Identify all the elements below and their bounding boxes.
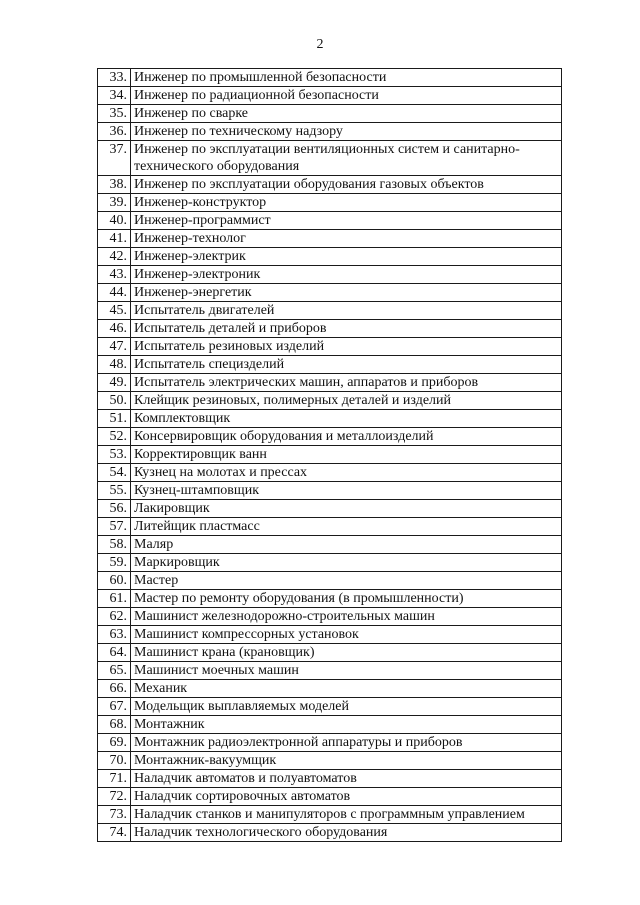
profession-name: Кузнец-штамповщик (131, 482, 562, 500)
profession-name: Испытатель деталей и приборов (131, 320, 562, 338)
row-number: 71. (98, 770, 131, 788)
profession-name: Инженер по эксплуатации вентиляционных систем и санитарно-технического оборудования (131, 141, 562, 176)
table-row (98, 554, 562, 572)
professions-table (97, 68, 562, 842)
profession-name: Машинист железнодорожно-строительных машин (131, 608, 562, 626)
table-row (98, 770, 562, 788)
row-number: 40. (98, 212, 131, 230)
table-row (98, 644, 562, 662)
profession-name: Клейщик резиновых, полимерных деталей и изделий (131, 392, 562, 410)
profession-name: Испытатель резиновых изделий (131, 338, 562, 356)
row-number: 63. (98, 626, 131, 644)
page-number: 2 (316, 37, 324, 52)
profession-name: Монтажник (131, 716, 562, 734)
profession-name: Маляр (131, 536, 562, 554)
row-number: 35. (98, 105, 131, 123)
profession-name: Инженер по сварке (131, 105, 562, 123)
table-row (98, 212, 562, 230)
profession-name: Литейщик пластмасс (131, 518, 562, 536)
row-number: 60. (98, 572, 131, 590)
row-number: 45. (98, 302, 131, 320)
profession-name: Корректировщик ванн (131, 446, 562, 464)
profession-name: Инженер-энергетик (131, 284, 562, 302)
row-number: 62. (98, 608, 131, 626)
profession-name: Машинист моечных машин (131, 662, 562, 680)
profession-name: Наладчик сортировочных автоматов (131, 788, 562, 806)
row-number: 54. (98, 464, 131, 482)
table-row (98, 410, 562, 428)
profession-name: Лакировщик (131, 500, 562, 518)
table-row (98, 824, 562, 842)
row-number: 38. (98, 176, 131, 194)
table-row (98, 392, 562, 410)
table-row (98, 806, 562, 824)
profession-name: Модельщик выплавляемых моделей (131, 698, 562, 716)
profession-name: Испытатель двигателей (131, 302, 562, 320)
profession-name: Инженер-электроник (131, 266, 562, 284)
table-row (98, 500, 562, 518)
row-number: 58. (98, 536, 131, 554)
profession-name: Инженер-электрик (131, 248, 562, 266)
profession-name: Инженер-технолог (131, 230, 562, 248)
table-row (98, 698, 562, 716)
table-row (98, 608, 562, 626)
row-number: 33. (98, 69, 131, 87)
row-number: 70. (98, 752, 131, 770)
row-number: 64. (98, 644, 131, 662)
profession-name: Машинист компрессорных установок (131, 626, 562, 644)
profession-name: Монтажник радиоэлектронной аппаратуры и приборов (131, 734, 562, 752)
row-number: 55. (98, 482, 131, 500)
table-row (98, 626, 562, 644)
row-number: 44. (98, 284, 131, 302)
table-row (98, 788, 562, 806)
row-number: 39. (98, 194, 131, 212)
row-number: 46. (98, 320, 131, 338)
table-row (98, 338, 562, 356)
profession-name: Консервировщик оборудования и металлоизделий (131, 428, 562, 446)
table-row (98, 87, 562, 105)
profession-name: Инженер по эксплуатации оборудования газовых объектов (131, 176, 562, 194)
row-number: 37. (98, 141, 131, 176)
profession-name: Инженер по техническому надзору (131, 123, 562, 141)
table-row (98, 734, 562, 752)
profession-name: Инженер по промышленной безопасности (131, 69, 562, 87)
profession-name: Мастер по ремонту оборудования (в промышленности) (131, 590, 562, 608)
table-body (98, 69, 562, 842)
table-row (98, 446, 562, 464)
row-number: 74. (98, 824, 131, 842)
table-row (98, 194, 562, 212)
profession-name: Инженер-программист (131, 212, 562, 230)
profession-name: Маркировщик (131, 554, 562, 572)
profession-name: Испытатель специзделий (131, 356, 562, 374)
row-number: 49. (98, 374, 131, 392)
table-row (98, 464, 562, 482)
row-number: 56. (98, 500, 131, 518)
row-number: 69. (98, 734, 131, 752)
table-row (98, 518, 562, 536)
table-row (98, 536, 562, 554)
row-number: 50. (98, 392, 131, 410)
row-number: 48. (98, 356, 131, 374)
table-row (98, 428, 562, 446)
table-row (98, 69, 562, 87)
table-row (98, 680, 562, 698)
table-row (98, 482, 562, 500)
profession-name: Механик (131, 680, 562, 698)
profession-name: Испытатель электрических машин, аппаратов и приборов (131, 374, 562, 392)
row-number: 51. (98, 410, 131, 428)
row-number: 36. (98, 123, 131, 141)
table-row (98, 105, 562, 123)
table-row (98, 320, 562, 338)
row-number: 59. (98, 554, 131, 572)
row-number: 47. (98, 338, 131, 356)
row-number: 53. (98, 446, 131, 464)
row-number: 61. (98, 590, 131, 608)
profession-name: Наладчик станков и манипуляторов с программным управлением (131, 806, 562, 824)
table-row (98, 176, 562, 194)
row-number: 52. (98, 428, 131, 446)
row-number: 65. (98, 662, 131, 680)
row-number: 42. (98, 248, 131, 266)
table-row (98, 374, 562, 392)
table-row (98, 572, 562, 590)
row-number: 66. (98, 680, 131, 698)
row-number: 67. (98, 698, 131, 716)
profession-name: Кузнец на молотах и прессах (131, 464, 562, 482)
row-number: 41. (98, 230, 131, 248)
profession-name: Комплектовщик (131, 410, 562, 428)
profession-name: Мастер (131, 572, 562, 590)
table-row (98, 284, 562, 302)
table-row (98, 230, 562, 248)
row-number: 57. (98, 518, 131, 536)
row-number: 68. (98, 716, 131, 734)
table-row (98, 266, 562, 284)
profession-name: Инженер по радиационной безопасности (131, 87, 562, 105)
row-number: 43. (98, 266, 131, 284)
table-row (98, 716, 562, 734)
table-row (98, 590, 562, 608)
profession-name: Наладчик технологического оборудования (131, 824, 562, 842)
row-number: 34. (98, 87, 131, 105)
row-number: 72. (98, 788, 131, 806)
table-row (98, 141, 562, 176)
table-row (98, 356, 562, 374)
profession-name: Наладчик автоматов и полуавтоматов (131, 770, 562, 788)
table-row (98, 662, 562, 680)
table-row (98, 248, 562, 266)
profession-name: Инженер-конструктор (131, 194, 562, 212)
table-row (98, 302, 562, 320)
table-row (98, 123, 562, 141)
row-number: 73. (98, 806, 131, 824)
profession-name: Машинист крана (крановщик) (131, 644, 562, 662)
table-row (98, 752, 562, 770)
profession-name: Монтажник-вакуумщик (131, 752, 562, 770)
